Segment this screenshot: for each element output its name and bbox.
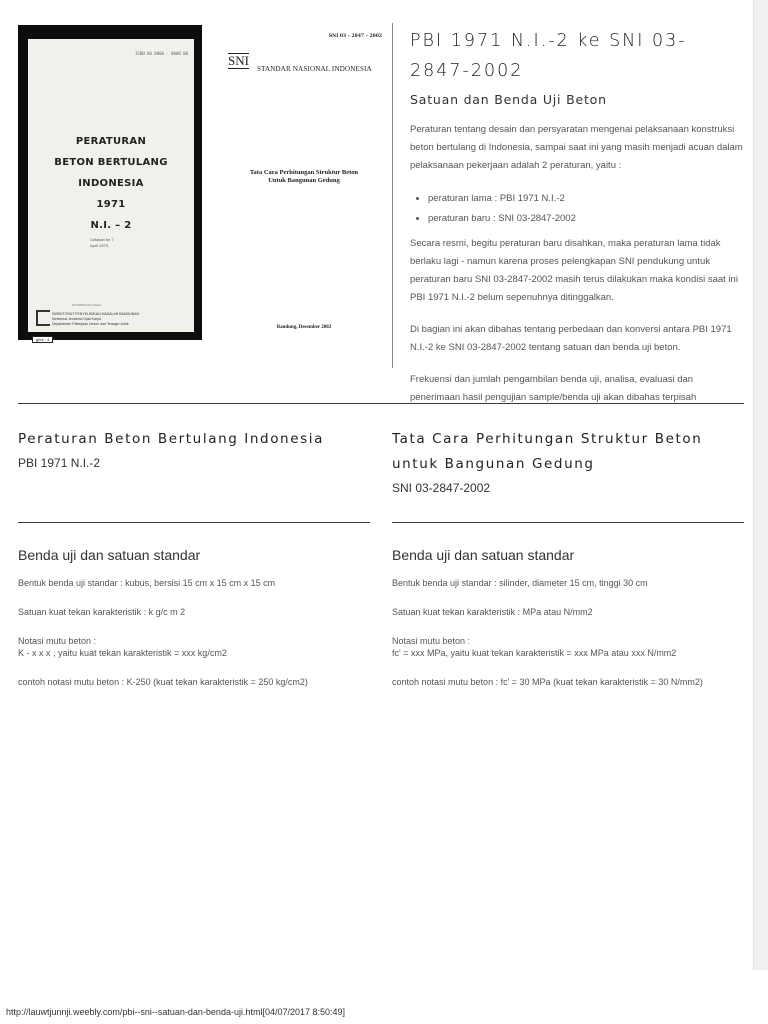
sni-cover-title-line: Untuk Bangunan Gedung (268, 177, 340, 184)
pbi-cover-code: ISBN 00 0000 - 0000 00 (135, 51, 188, 56)
pbi-cover-title-line: N.I. – 2 (90, 220, 132, 231)
pbi-edition-line: Cetakan ke 7 (90, 237, 114, 242)
intro-paragraph: Peraturan tentang desain dan persyaratan mengenai pelaksanaan konstruksi beton bertulang di Indonesia, sampai saat ini yang masih menjadi acuan dalam pelaksanaan pekerjaan adalah 2 peraturan, yaitu : (410, 124, 743, 171)
publisher-logo-icon (36, 310, 50, 326)
pbi-edition-line: April 1979 (90, 243, 109, 248)
left-standard-section (18, 547, 373, 705)
left-item: K - x x x , yaitu kuat tekan karakteristik = xxx kg/cm2 (18, 648, 227, 658)
right-item: Satuan kuat tekan karakteristik : MPa atau N/mm2 (392, 607, 593, 617)
sni-cover-place-date: Bandung, Desember 2002 (276, 325, 332, 330)
left-item: contoh notasi mutu beton : K-250 (kuat tekan karakteristik = 250 kg/cm2) (18, 677, 308, 687)
pbi-cover-title (28, 131, 194, 236)
left-section-title: Benda uji dan satuan standar (18, 547, 201, 563)
left-column-divider (18, 522, 370, 523)
pbi-cover-title-line: INDONESIA (78, 178, 144, 189)
right-column-title: Tata Cara Perhitungan Struktur Beton untuk Bangunan Gedung (392, 431, 703, 472)
intro-paragraph: Secara resmi, begitu peraturan baru disahkan, maka peraturan lama tidak berlaku lagi - namun karena proses pelengkapan SNI pendukung untuk peraturan baru SNI 03-2847-2002 masih terus dilakukan maka kondisi saat ini PBI 1971 N.I.-2 belum sepenuhnya ditinggalkan. (410, 238, 738, 303)
page-subtitle: Satuan dan Benda Uji Beton (410, 92, 607, 107)
sni-cover-code: SNI 03 – 2847 – 2002 (328, 34, 382, 39)
intro-paragraph: Frekuensi dan jumlah pengambilan benda uji, analisa, evaluasi dan penerimaan hasil pengujian sample/benda uji akan dibahas terpisah (410, 374, 697, 403)
scrollbar-track[interactable] (753, 0, 768, 970)
sni-document-cover-image (222, 25, 386, 340)
vertical-divider (392, 23, 393, 368)
left-item: Satuan kuat tekan karakteristik : k g/c m 2 (18, 607, 186, 617)
sni-cover-title-line: Tata Cara Perhitungan Struktur Beton (249, 169, 359, 176)
pbi-cover-title-line: BETON BERTULANG (54, 157, 168, 168)
right-column-header (392, 427, 747, 495)
left-column-subtitle: PBI 1971 N.I.-2 (18, 456, 101, 470)
pbi-book-cover-image (18, 25, 202, 340)
list-item: • peraturan baru : SNI 03-2847-2002 (428, 209, 745, 229)
left-item: Bentuk benda uji standar : kubus, bersisi 15 cm x 15 cm x 15 cm (18, 578, 276, 588)
pbi-cover-stamp: gbnl - 4 (32, 336, 53, 343)
pbi-cover-title-line: PERATURAN (75, 136, 147, 147)
right-item: fc' = xxx MPa, yaitu kuat tekan karakteristik = xxx MPa atau xxx N/mm2 (392, 648, 677, 658)
page-title: PBI 1971 N.I.-2 ke SNI 03-2847-2002 (410, 31, 687, 81)
left-column-title: Peraturan Beton Bertulang Indonesia (18, 431, 324, 447)
right-item: contoh notasi mutu beton : fc' = 30 MPa (kuat tekan karakteristik = 30 N/mm2) (392, 677, 703, 687)
sni-cover-title (222, 169, 386, 185)
left-item: Notasi mutu beton : (18, 636, 97, 646)
sni-logo: SNI (228, 53, 249, 68)
right-column-subtitle: SNI 03-2847-2002 (392, 481, 491, 495)
print-url-footer: http://lauwtjunnji.weebly.com/pbi--sni--satuan-dan-benda-uji.html[04/07/2017 8:50:49] (6, 1007, 346, 1017)
right-item: Notasi mutu beton : (392, 636, 471, 646)
intro-paragraph: Di bagian ini akan dibahas tentang perbedaan dan konversi antara PBI 1971 N.I.-2 ke SNI 03-2847-2002 tentang satuan dan benda uji beton. (410, 324, 732, 353)
pbi-dept-line: Direktorat Jenderal Cipta Karya (52, 317, 101, 321)
pbi-dept-line: Departemen Pekerjaan Umum dan Tenaga Listrik (52, 322, 129, 326)
sni-cover-standard: STANDAR NASIONAL INDONESIA (257, 65, 372, 73)
right-item: Bentuk benda uji standar : silinder, diameter 15 cm, tinggi 30 cm (392, 578, 648, 588)
intro-section (410, 26, 745, 421)
list-item: • peraturan lama : PBI 1971 N.I.-2 (428, 189, 745, 209)
right-section-title: Benda uji dan satuan standar (392, 547, 575, 563)
pbi-cover-publisher (52, 312, 139, 327)
pbi-dept-line: DIREKTORAT PENYELIDIKAN MASALAH BANGUNAN (52, 312, 140, 316)
section-divider (18, 403, 744, 404)
regulation-list (410, 189, 745, 229)
pbi-cover-edition (90, 237, 114, 249)
pbi-cover-title-line: 1971 (96, 199, 126, 210)
pbi-cover-page (28, 39, 194, 342)
right-column-divider (392, 522, 744, 523)
left-column-header (18, 427, 373, 470)
pbi-cover-publisher-tag: DITERBITKAN OLEH (72, 303, 101, 307)
right-standard-section (392, 547, 747, 705)
